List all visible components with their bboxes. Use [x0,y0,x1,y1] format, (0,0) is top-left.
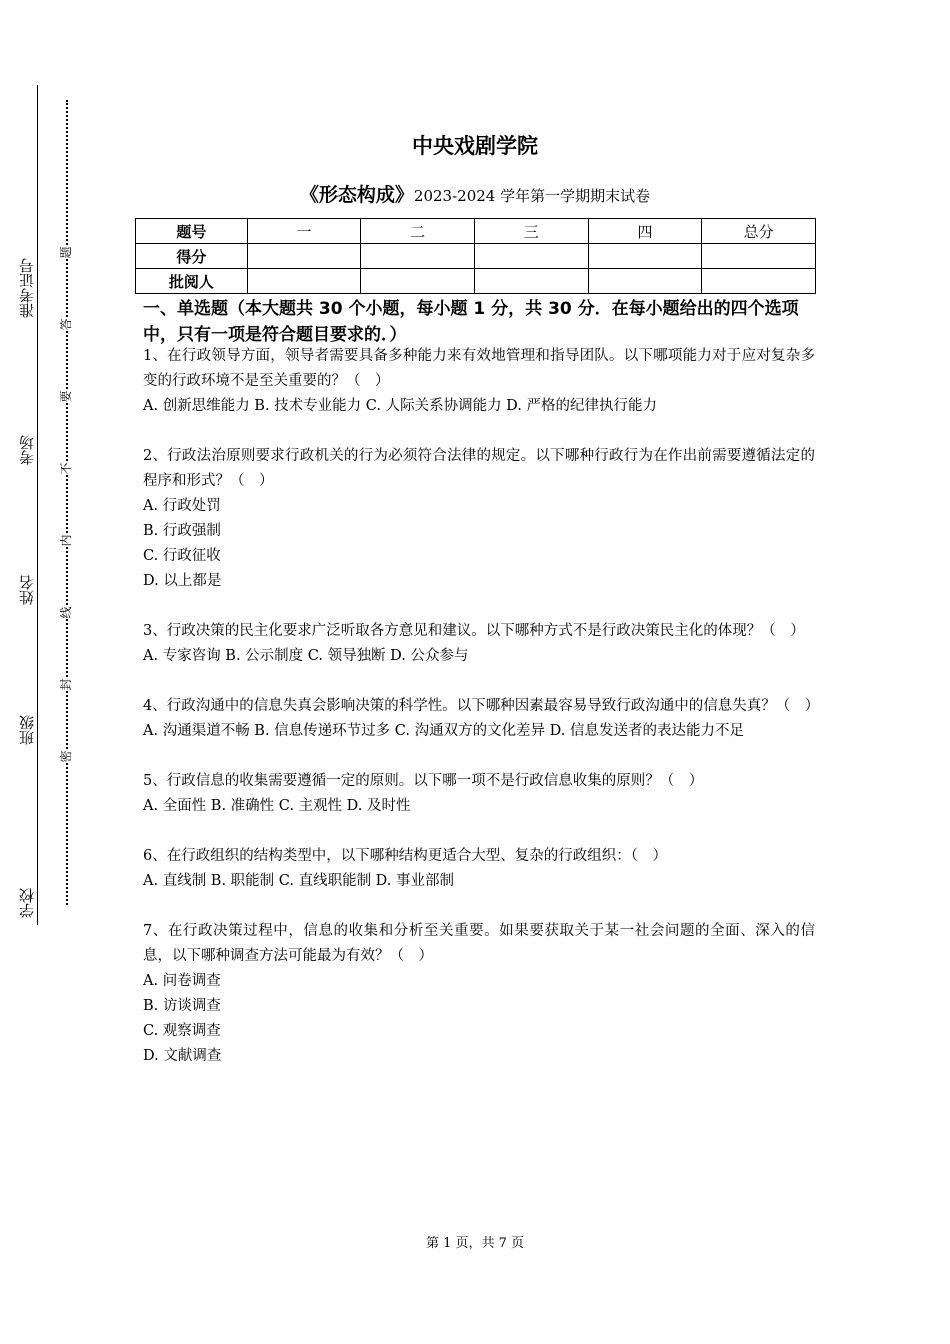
grader-row [136,269,816,294]
question-stem: 6、在行政组织的结构类型中，以下哪种结构更适合大型、复杂的行政组织：（ ） [143,848,667,864]
seal-char: 线 [59,606,73,619]
seal-char: 答 [59,318,73,331]
question-stem: 1、在行政领导方面，领导者需要具备多种能力来有效地管理和指导团队。以下哪项能力对于应对复杂多变的行政环境不是至关重要的？（ ） [143,348,815,389]
binding-solid-line [37,85,38,925]
score-cell [247,244,361,269]
option-a: A. 问卷调查 [143,973,221,989]
seal-dotted-line [66,100,68,905]
question-stem: 7、在行政决策过程中，信息的收集和分析至关重要。如果要获取关于某一社会问题的全面、深入的信息，以下哪种调查方法可能最为有效？（ ） [143,923,815,964]
column-header: 四 [588,219,702,244]
column-header: 三 [474,219,588,244]
score-cell [702,244,816,269]
course-name: 《形态构成》 [299,184,414,206]
score-row [136,244,816,269]
class-label: 班级 [20,712,36,748]
row-header: 得分 [136,244,248,269]
question-stem: 4、行政沟通中的信息失真会影响决策的科学性。以下哪种因素最容易导致行政沟通中的信息失真？（ ） [143,698,820,714]
option-d: D. 文献调查 [143,1048,222,1064]
question-7 [143,919,815,1069]
question-options: A. 创新思维能力 B. 技术专业能力 C. 人际关系协调能力 D. 严格的纪律执行能力 [143,398,658,414]
exam-number-label: 准考证号 [20,255,36,321]
row-header: 批阅人 [136,269,248,294]
question-list [143,344,820,1094]
column-header: 总分 [702,219,816,244]
score-cell [361,244,475,269]
question-2 [143,444,815,594]
student-name-label: 姓名 [20,572,36,608]
seal-char: 密 [59,750,73,763]
column-header: 题号 [136,219,248,244]
question-stem: 5、行政信息的收集需要遵循一定的原则。以下哪一项不是行政信息收集的原则？（ ） [143,773,704,789]
question-5 [143,769,815,819]
seal-char: 题 [59,246,73,259]
question-options: A. 专家咨询 B. 公示制度 C. 领导独断 D. 公众参与 [143,648,469,664]
question-stem: 2、行政法治原则要求行政机关的行为必须符合法律的规定。以下哪种行政行为在作出前需要遵循法定的程序和形式？（ ） [143,448,815,489]
option-d: D. 以上都是 [143,573,222,589]
exam-room-label: 考场 [20,432,36,468]
school-title: 中央戏剧学院 [412,134,538,158]
column-header: 二 [361,219,475,244]
option-a: A. 行政处罚 [143,498,221,514]
question-options: A. 沟通渠道不畅 B. 信息传递环节过多 C. 沟通双方的文化差异 D. 信息发送者的表达能力不足 [143,723,745,739]
score-cell [474,244,588,269]
question-options: A. 直线制 B. 职能制 C. 直线职能制 D. 事业部制 [143,873,455,889]
school-label: 学校 [20,885,36,921]
question-3 [143,619,815,669]
option-c: C. 行政征收 [143,548,221,564]
question-stem: 3、行政决策的民主化要求广泛听取各方意见和建议。以下哪种方式不是行政决策民主化的体现？（ ） [143,623,805,639]
seal-char: 要 [59,390,73,403]
grader-cell [474,269,588,294]
exam-term: 2023-2024 学年第一学期期末试卷 [413,187,651,205]
option-b: B. 行政强制 [143,523,221,539]
score-table [135,218,816,294]
grader-cell [361,269,475,294]
exam-subtitle [135,180,815,207]
grader-cell [247,269,361,294]
grader-cell [702,269,816,294]
page-footer: 第 1 页，共 7 页 [425,1236,525,1251]
score-cell [588,244,702,269]
section-heading: 一、单选题（本大题共 30 个小题，每小题 1 分，共 30 分．在每小题给出的四个选项中，只有一项是符合题目要求的．） [143,299,799,345]
score-table-header-row [136,219,816,244]
question-options: A. 全面性 B. 准确性 C. 主观性 D. 及时性 [143,798,411,814]
seal-char: 内 [59,534,73,547]
binding-margin [0,0,110,1344]
question-6 [143,844,815,894]
question-1 [143,344,815,419]
question-4 [143,694,820,744]
option-c: C. 观察调查 [143,1023,221,1039]
option-b: B. 访谈调查 [143,998,221,1014]
grader-cell [588,269,702,294]
seal-char: 不 [59,462,73,475]
column-header: 一 [247,219,361,244]
seal-char: 封 [59,678,73,691]
